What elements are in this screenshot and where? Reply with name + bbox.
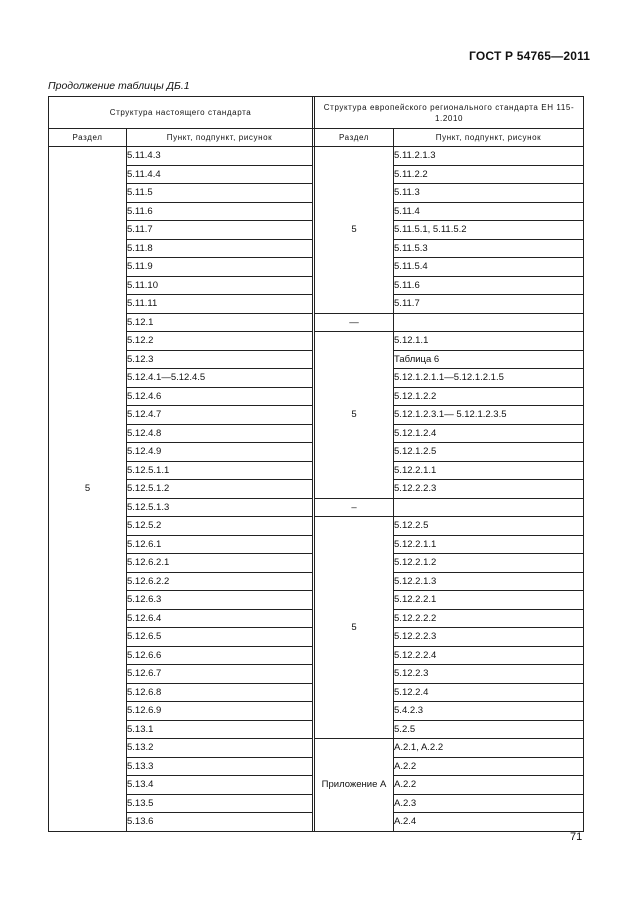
left-item-cell: 5.12.6.8	[127, 683, 313, 702]
left-item-cell: 5.12.5.2	[127, 517, 313, 536]
right-section-value: 5	[351, 409, 357, 421]
left-item-cell: 5.12.5.1.3	[127, 498, 313, 517]
left-item-cell: 5.12.6.2.1	[127, 554, 313, 573]
right-item-cell: 5.4.2.3	[394, 702, 584, 721]
table-row	[49, 739, 584, 758]
left-item-cell: 5.12.4.7	[127, 406, 313, 425]
left-item-cell: 5.13.5	[127, 794, 313, 813]
left-section-value: 5	[84, 483, 91, 495]
left-item-cell: 5.12.4.8	[127, 424, 313, 443]
right-item-cell: 5.12.2.1.3	[394, 572, 584, 591]
right-section-value: —	[349, 316, 359, 328]
left-item-cell: 5.11.7	[127, 221, 313, 240]
right-item-cell: 5.11.4	[394, 202, 584, 221]
right-item-cell: 5.12.2.2.3	[394, 480, 584, 499]
right-section-cell	[315, 313, 394, 332]
left-section-column-header: Раздел	[49, 129, 127, 147]
left-item-cell: 5.12.1	[127, 313, 313, 332]
left-item-cell: 5.12.6.1	[127, 535, 313, 554]
left-item-cell: 5.12.6.9	[127, 702, 313, 721]
right-item-cell: A.2.2	[394, 776, 584, 795]
left-item-cell: 5.12.4.9	[127, 443, 313, 462]
right-item-cell: 5.12.2.2.3	[394, 628, 584, 647]
right-item-cell: 5.12.2.1.1	[394, 535, 584, 554]
left-item-cell: 5.12.4.1—5.12.4.5	[127, 369, 313, 388]
left-item-cell: 5.11.6	[127, 202, 313, 221]
left-item-cell: 5.11.4.4	[127, 165, 313, 184]
left-item-cell: 5.11.5	[127, 184, 313, 203]
table-row	[49, 498, 584, 517]
right-section-column-header: Раздел	[315, 129, 394, 147]
right-item-cell: A.2.3	[394, 794, 584, 813]
left-section-cell	[49, 147, 127, 832]
right-item-cell: 5.2.5	[394, 720, 584, 739]
right-item-cell	[394, 498, 584, 517]
right-item-cell: Таблица 6	[394, 350, 584, 369]
table-caption: Продолжение таблицы ДБ.1	[48, 80, 190, 92]
right-section-cell	[315, 147, 394, 314]
left-item-cell: 5.13.4	[127, 776, 313, 795]
left-group-header: Структура настоящего стандарта	[49, 97, 313, 129]
right-item-cell: 5.12.1.2.2	[394, 387, 584, 406]
table-row	[49, 332, 584, 351]
right-item-cell: 5.12.2.2.2	[394, 609, 584, 628]
left-item-cell: 5.11.4.3	[127, 147, 313, 166]
left-item-cell: 5.11.10	[127, 276, 313, 295]
right-section-value: Приложение А	[321, 779, 387, 791]
left-item-cell: 5.11.9	[127, 258, 313, 277]
right-item-cell: 5.12.2.1.2	[394, 554, 584, 573]
left-item-cell: 5.13.6	[127, 813, 313, 832]
left-item-cell: 5.12.6.7	[127, 665, 313, 684]
left-item-cell: 5.12.6.6	[127, 646, 313, 665]
left-item-cell: 5.11.8	[127, 239, 313, 258]
right-item-cell: 5.12.2.1.1	[394, 461, 584, 480]
left-item-cell: 5.12.6.5	[127, 628, 313, 647]
right-item-cell: A.2.2	[394, 757, 584, 776]
right-section-cell	[315, 517, 394, 739]
right-item-cell: 5.11.5.3	[394, 239, 584, 258]
left-item-cell: 5.11.11	[127, 295, 313, 314]
right-item-cell: 5.12.1.2.5	[394, 443, 584, 462]
table-row	[49, 147, 584, 166]
document-header: ГОСТ Р 54765—2011	[469, 49, 591, 63]
table-row	[49, 313, 584, 332]
right-item-cell: 5.12.2.2.4	[394, 646, 584, 665]
right-item-cell: A.2.1, A.2.2	[394, 739, 584, 758]
left-item-cell: 5.13.2	[127, 739, 313, 758]
left-item-cell: 5.13.1	[127, 720, 313, 739]
left-item-cell: 5.12.3	[127, 350, 313, 369]
table-row	[49, 517, 584, 536]
right-item-cell: 5.11.6	[394, 276, 584, 295]
right-item-cell: 5.12.2.5	[394, 517, 584, 536]
right-items-column-header: Пункт, подпункт, рисунок	[394, 129, 584, 147]
left-item-cell: 5.12.5.1.2	[127, 480, 313, 499]
right-section-value: 5	[351, 224, 357, 236]
right-group-header: Структура европейского регионального стандарта ЕН 115-1.2010	[315, 97, 584, 129]
right-section-cell	[315, 332, 394, 499]
right-item-cell: 5.11.3	[394, 184, 584, 203]
right-item-cell: 5.11.2.1.3	[394, 147, 584, 166]
left-item-cell: 5.13.3	[127, 757, 313, 776]
left-item-cell: 5.12.6.2.2	[127, 572, 313, 591]
right-section-value: 5	[351, 622, 357, 633]
left-item-cell: 5.12.5.1.1	[127, 461, 313, 480]
right-item-cell: 5.11.7	[394, 295, 584, 314]
right-item-cell: 5.12.1.2.3.1— 5.12.1.2.3.5	[394, 406, 584, 425]
right-item-cell: 5.12.2.4	[394, 683, 584, 702]
right-item-cell: 5.11.5.4	[394, 258, 584, 277]
right-item-cell: A.2.4	[394, 813, 584, 832]
right-section-value: –	[351, 501, 357, 513]
right-item-cell: 5.12.2.2.1	[394, 591, 584, 610]
right-item-cell: 5.12.1.2.4	[394, 424, 584, 443]
right-section-cell	[315, 498, 394, 517]
right-item-cell: 5.12.1.2.1.1—5.12.1.2.1.5	[394, 369, 584, 388]
left-items-column-header: Пункт, подпункт, рисунок	[127, 129, 313, 147]
right-item-cell: 5.12.1.1	[394, 332, 584, 351]
right-item-cell	[394, 313, 584, 332]
correspondence-table	[48, 96, 584, 832]
right-section-cell	[315, 739, 394, 832]
right-item-cell: 5.12.2.3	[394, 665, 584, 684]
left-item-cell: 5.12.6.3	[127, 591, 313, 610]
right-item-cell: 5.11.2.2	[394, 165, 584, 184]
page-number: 71	[570, 831, 583, 843]
left-item-cell: 5.12.6.4	[127, 609, 313, 628]
left-item-cell: 5.12.2	[127, 332, 313, 351]
left-item-cell: 5.12.4.6	[127, 387, 313, 406]
right-item-cell: 5.11.5.1, 5.11.5.2	[394, 221, 584, 240]
